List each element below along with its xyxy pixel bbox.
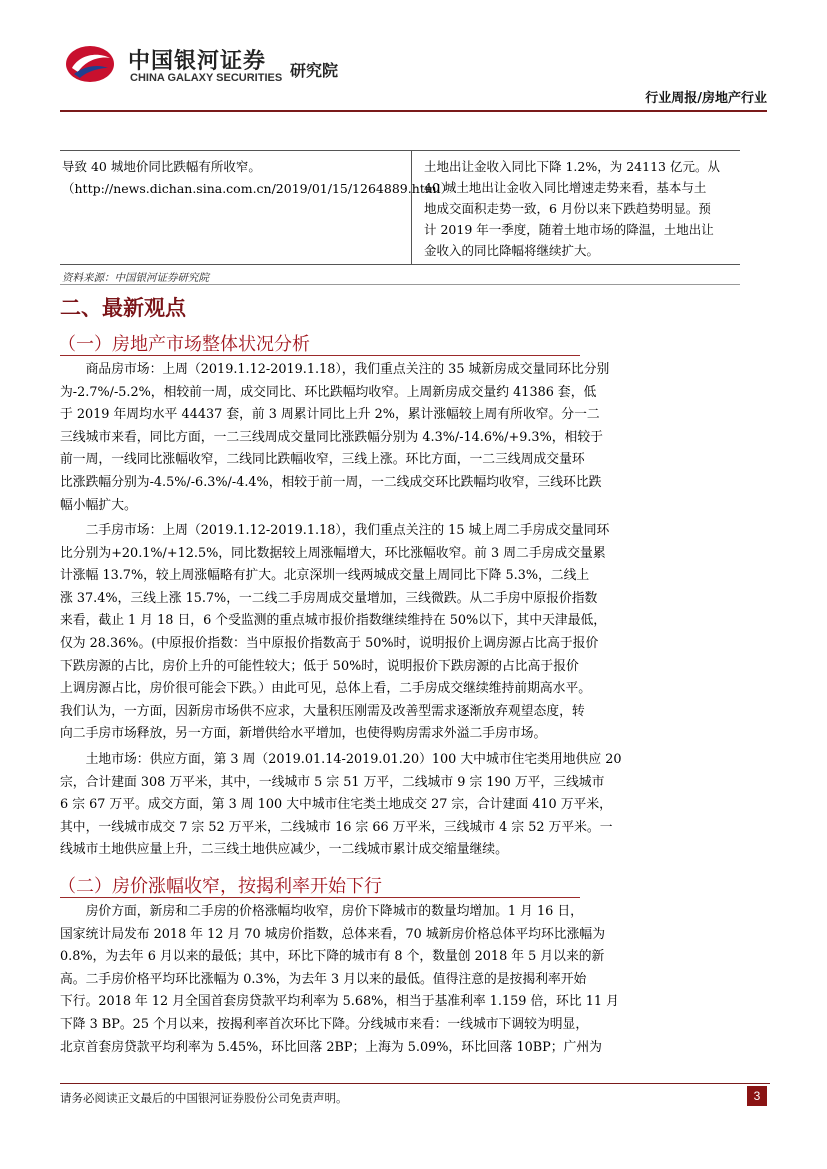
paragraph-line: 土地市场：供应方面，第 3 周（2019.01.14-2019.01.20）100 大中城市住宅类用地供应 20	[60, 752, 622, 767]
table-right-cell	[424, 156, 734, 261]
brand-name-en: CHINA GALAXY SECURITIES	[130, 72, 283, 84]
paragraph-line: 下降 3 BP。25 个月以来，按揭利率首次环比下降。分线城市来看：一线城市下调较为明显，	[60, 1016, 589, 1032]
table-right-line: 地成交面积走势一致，6 月份以来下跌趋势明显。预	[424, 201, 711, 216]
paragraph-land-market	[60, 749, 626, 862]
table-column-divider	[411, 150, 412, 264]
table-right-line: 计 2019 年一季度，随着土地市场的降温，土地出让	[424, 222, 714, 237]
paragraph-line: 北京首套房贷款平均利率为 5.45%，环比回落 2BP；上海为 5.09%，环比回落 10BP；广州为	[60, 1039, 602, 1055]
footer-disclaimer: 请务必阅读正文最后的中国银河证券股份公司免责声明。	[60, 1091, 348, 1105]
report-category: 行业周报/房地产行业	[645, 91, 767, 106]
subsection-title-2: （二）房价涨幅收窄，按揭利率开始下行	[58, 876, 382, 897]
paragraph-line: 高。二手房价格平均环比涨幅为 0.3%，为去年 3 月以来的最低。值得注意的是按揭利率开始	[60, 971, 587, 987]
paragraph-line: 为-2.7%/-5.2%，相较前一周，成交同比、环比跌幅均收窄。上周新房成交量约 41386 套，低	[60, 384, 597, 400]
paragraph-line: 线城市土地供应量上升，二三线土地供应减少，一二线城市累计成交缩量继续。	[60, 842, 508, 858]
paragraph-line: 涨 37.4%，三线上涨 15.7%，一二线二手房周成交量增加，三线微跌。从二手房中原报价指数	[60, 590, 598, 606]
page-number: 3	[747, 1086, 767, 1106]
table-left-cell-link[interactable]: （http://news.dichan.sina.com.cn/2019/01/15/1264889.html）	[62, 181, 454, 196]
paragraph-line: 前一周，一线同比涨幅收窄，二线同比跌幅收窄，三线上涨。环比方面，一二三线周成交量环	[60, 452, 585, 468]
paragraph-line: 国家统计局发布 2018 年 12 月 70 城房价指数，总体来看，70 城新房价格总体平均环比涨幅为	[60, 926, 605, 942]
subsection-divider	[60, 897, 580, 898]
section-title: 二、最新观点	[60, 296, 186, 320]
paragraph-line: 6 宗 67 万平。成交方面，第 3 周 100 大中城市住宅类土地成交 27 宗，合计建面 410 万平米，	[60, 797, 612, 813]
paragraph-line: 向二手房市场释放，另一方面，新增供给水平增加，也使得购房需求外溢二手房市场。	[60, 726, 547, 742]
paragraph-house-prices	[60, 901, 626, 1059]
paragraph-line: 二手房市场：上周（2019.1.12-2019.1.18），我们重点关注的 15 城上周二手房成交量同环	[60, 523, 610, 538]
paragraph-line: 三线城市来看，同比方面，一二三线周成交量同比涨跌幅分别为 4.3%/-14.6%/+9.3%，相较于	[60, 429, 603, 445]
table-right-line: 金收入的同比降幅将继续扩大。	[424, 243, 600, 258]
paragraph-line: 幅小幅扩大。	[60, 497, 137, 513]
paragraph-line: 商品房市场：上周（2019.1.12-2019.1.18），我们重点关注的 35 城新房成交量同环比分别	[60, 362, 610, 377]
paragraph-line: 比分别为+20.1%/+12.5%，同比数据较上周涨幅增大，环比涨幅收窄。前 3 周二手房成交量累	[60, 545, 606, 561]
paragraph-line: 房价方面，新房和二手房的价格涨幅均收窄，房价下降城市的数量均增加。1 月 16 日，	[60, 904, 583, 919]
table-right-line: 40 城土地出让金收入同比增速走势来看，基本与土	[424, 180, 707, 195]
paragraph-new-housing	[60, 359, 626, 517]
paragraph-line: 来看，截止 1 月 18 日，6 个受监测的重点城市报价指数继续维持在 50%以下，其中天津最低，	[60, 613, 607, 629]
paragraph-line: 0.8%，为去年 6 月以来的最低；其中，环比下降的城市有 8 个，数量创 2018 年 5 月以来的新	[60, 949, 605, 965]
paragraph-second-hand-housing	[60, 520, 626, 746]
paragraph-line: 其中，一线城市成交 7 宗 52 万平米，二线城市 16 宗 66 万平米，三线城市 4 宗 52 万平米。一	[60, 819, 613, 835]
header-divider	[60, 110, 767, 112]
paragraph-line: 仅为 28.36%。(中原报价指数：当中原报价指数高于 50%时，说明报价上调房源占比高于报价	[60, 635, 599, 651]
paragraph-line: 上调房源占比，房价很可能会下跌。）由此可见，总体上看，二手房成交继续维持前期高水平。	[60, 681, 592, 697]
table-right-line: 土地出让金收入同比下降 1.2%，为 24113 亿元。从	[424, 159, 720, 174]
brand-name-cn: 中国银河证券	[128, 49, 267, 74]
source-note: 资料来源：中国银河证券研究院	[62, 272, 209, 284]
source-divider	[60, 284, 740, 285]
paragraph-line: 比涨跌幅分别为-4.5%/-6.3%/-4.4%，相较于前一周，一二线成交环比跌幅均收窄，三线环比跌	[60, 474, 602, 490]
paragraph-line: 计涨幅 13.7%，较上周涨幅略有扩大。北京深圳一线两城成交量上周同比下降 5.3%，二线上	[60, 568, 590, 584]
table-left-cell-line: 导致 40 城地价同比跌幅有所收窄。	[62, 159, 261, 174]
footer-divider	[60, 1083, 770, 1084]
subsection-title-1: （一）房地产市场整体状况分析	[58, 334, 310, 355]
paragraph-line: 我们认为，一方面，因新房市场供不应求，大量积压刚需及改善型需求逐渐放弃观望态度，转	[60, 703, 585, 719]
table-top-border	[60, 150, 740, 151]
paragraph-line: 下行。2018 年 12 月全国首套房贷款平均利率为 5.68%，相当于基准利率 1.159 倍，环比 11 月	[60, 994, 619, 1010]
subsection-divider	[60, 355, 580, 356]
paragraph-line: 于 2019 年周均水平 44437 套，前 3 周累计同比上升 2%，累计涨幅较上周有所收窄。分一二	[60, 407, 600, 423]
paragraph-line: 下跌房源的占比，房价上升的可能性较大；低于 50%时，说明报价下跌房源的占比高于报价	[60, 658, 579, 674]
table-bottom-border	[60, 264, 740, 265]
institute-label: 研究院	[290, 61, 339, 80]
galaxy-logo-icon	[64, 44, 116, 84]
paragraph-line: 宗，合计建面 308 万平米，其中，一线城市 5 宗 51 万平，二线城市 9 宗 190 万平，三线城市	[60, 774, 605, 790]
